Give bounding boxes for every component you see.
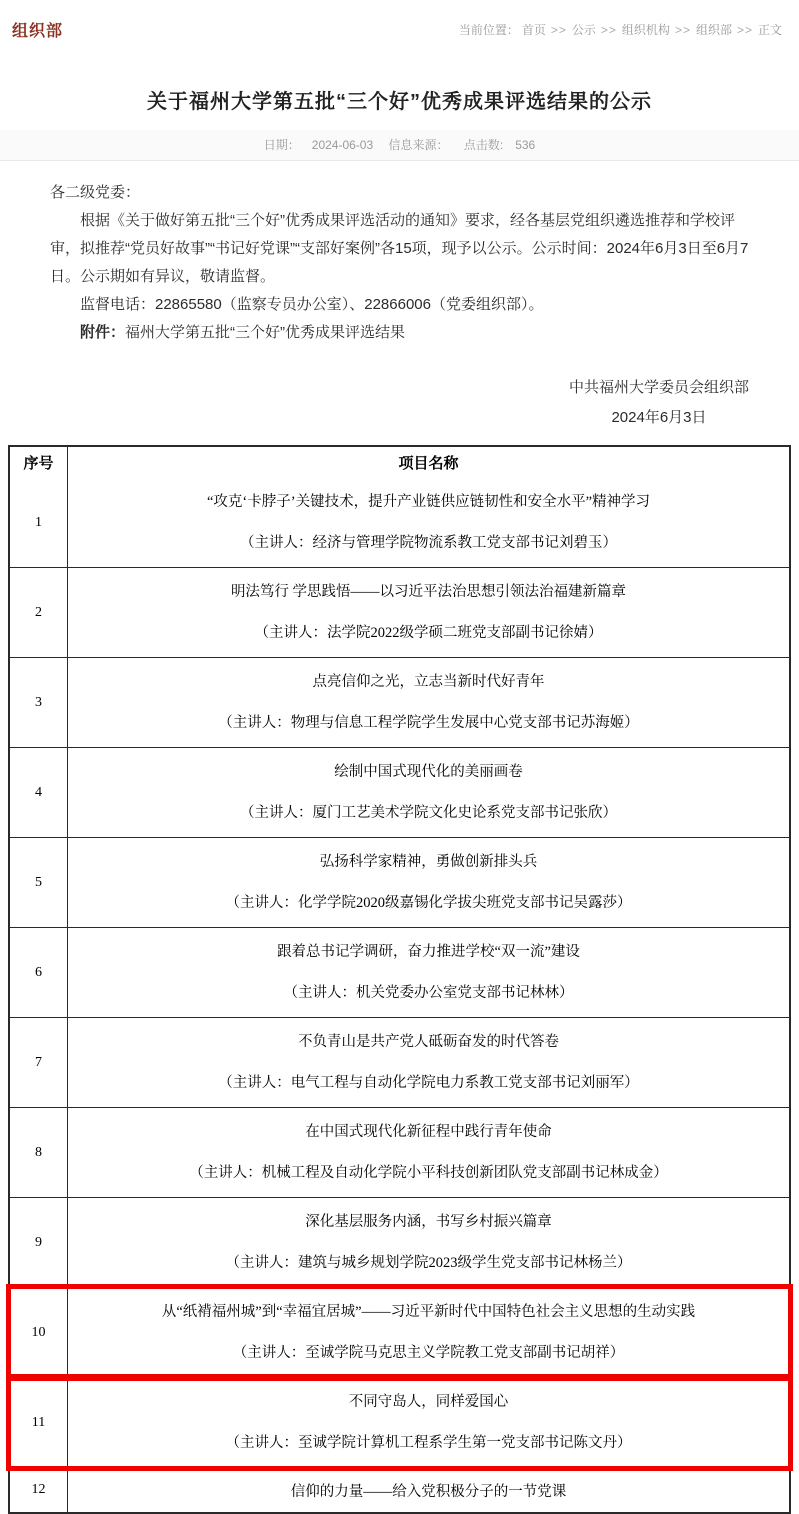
- row-number: 4: [10, 748, 68, 837]
- table-row: [10, 1287, 789, 1377]
- breadcrumb-item[interactable]: 正文: [757, 23, 782, 37]
- row-title: 明法笃行 学思践悟——以习近平法治思想引领法治福建新篇章: [230, 584, 627, 600]
- breadcrumb: [459, 21, 785, 38]
- top-bar: [0, 0, 799, 47]
- row-title: 不同守岛人，同样爱国心: [348, 1394, 509, 1410]
- row-speaker: （主讲人：厦门工艺美术学院文化史论系党支部书记张欣）: [240, 805, 617, 821]
- breadcrumb-label: 当前位置：: [458, 23, 519, 37]
- breadcrumb-item[interactable]: 组织机构: [621, 23, 670, 37]
- breadcrumb-item[interactable]: 首页: [521, 23, 546, 37]
- attachment-text: 福州大学第五批“三个好”优秀成果评选结果: [125, 324, 406, 341]
- row-number: 8: [10, 1108, 68, 1197]
- table-row: [10, 1017, 789, 1107]
- meta-source-label: 信息来源：: [388, 138, 449, 152]
- row-title: “攻克‘卡脖子’关键技术，提升产业链供应链韧性和安全水平”精神学习: [206, 494, 651, 510]
- row-title: 点亮信仰之光，立志当新时代好青年: [312, 674, 545, 690]
- row-number: 5: [10, 838, 68, 927]
- signature-date: 2024年6月3日: [611, 409, 707, 426]
- site-section-title[interactable]: 组织部: [12, 23, 64, 40]
- row-speaker: （主讲人：机械工程及自动化学院小平科技创新团队党支部副书记林成金）: [189, 1165, 668, 1181]
- meta-date-value: 2024-06-03: [311, 138, 374, 152]
- row-title: 在中国式现代化新征程中践行青年使命: [305, 1124, 552, 1140]
- row-speaker: （主讲人：至诚学院马克思主义学院教工党支部副书记胡祥）: [232, 1345, 625, 1361]
- table-row: [10, 567, 789, 657]
- breadcrumb-separator: >>: [550, 23, 567, 37]
- table-row: [10, 837, 789, 927]
- row-title: 绘制中国式现代化的美丽画卷: [334, 764, 523, 780]
- breadcrumb-item[interactable]: 组织部: [695, 23, 732, 37]
- table-row: [10, 927, 789, 1017]
- article-meta-bar: [0, 130, 799, 161]
- meta-hits-label: 点击数:: [463, 138, 504, 152]
- table-header-row: [10, 447, 789, 478]
- row-number: 2: [10, 568, 68, 657]
- results-table: [8, 445, 791, 1514]
- row-number: 12: [10, 1468, 68, 1512]
- table-row: [10, 1377, 789, 1467]
- row-speaker: （主讲人：电气工程与自动化学院电力系教工党支部书记刘丽军）: [218, 1075, 639, 1091]
- breadcrumb-separator: >>: [600, 23, 617, 37]
- row-title: 跟着总书记学调研，奋力推进学校“双一流”建设: [277, 944, 580, 960]
- signature-block: [0, 347, 799, 433]
- row-title: 不负青山是共产党人砥砺奋发的时代答卷: [298, 1034, 559, 1050]
- meta-hits-value: 536: [515, 138, 536, 152]
- row-speaker: （主讲人：建筑与城乡规划学院2023级学生党支部书记林杨兰）: [225, 1255, 632, 1271]
- attachment-paragraph: [50, 319, 749, 347]
- row-title: 弘扬科学家精神，勇做创新排头兵: [319, 854, 538, 870]
- row-number: 1: [10, 478, 68, 567]
- header-col-number: 序号: [10, 447, 68, 478]
- row-number: 7: [10, 1018, 68, 1107]
- row-speaker: （主讲人：经济与管理学院物流系教工党支部书记刘碧玉）: [240, 535, 617, 551]
- breadcrumb-separator: >>: [674, 23, 691, 37]
- row-number: 9: [10, 1198, 68, 1287]
- article-body: [0, 161, 799, 347]
- row-speaker: （主讲人：至诚学院计算机工程系学生第一党支部书记陈文丹）: [225, 1435, 632, 1451]
- row-number: 6: [10, 928, 68, 1017]
- header-col-name: 项目名称: [398, 456, 459, 472]
- breadcrumb-separator: >>: [736, 23, 753, 37]
- row-number: 3: [10, 658, 68, 747]
- row-speaker: （主讲人：化学学院2020级嘉锡化学拔尖班党支部书记吴露莎）: [225, 895, 632, 911]
- attachment-label: 附件：: [80, 324, 126, 341]
- meta-date-label: 日期：: [263, 138, 300, 152]
- results-table-body: [10, 478, 789, 1512]
- page-title: 关于福州大学第五批“三个好”优秀成果评选结果的公示: [147, 91, 652, 113]
- body-paragraph: 根据《关于做好第五批“三个好”优秀成果评选活动的通知》要求，经各基层党组织遴选推荐和学校评审，拟推荐“党员好故事”“书记好党课”“支部好案例”各15项，现予以公示。公示时间：2024年6月3日至6月7日。公示期如有异议，敬请监督。: [50, 212, 749, 285]
- table-row: [10, 1467, 789, 1512]
- row-title: 从“纸褙福州城”到“幸福宜居城”——习近平新时代中国特色社会主义思想的生动实践: [161, 1304, 696, 1320]
- row-speaker: （主讲人：机关党委办公室党支部书记林林）: [283, 985, 574, 1001]
- table-row: [10, 747, 789, 837]
- breadcrumb-item[interactable]: 公示: [571, 23, 596, 37]
- signature-org: 中共福州大学委员会组织部: [568, 379, 749, 396]
- salutation: 各二级党委：: [50, 184, 141, 201]
- phone-paragraph: 监督电话：22865580（监察专员办公室）、22866006（党委组织部）。: [80, 296, 544, 313]
- row-speaker: （主讲人：物理与信息工程学院学生发展中心党支部书记苏海姬）: [218, 715, 639, 731]
- row-title: 信仰的力量——给入党积极分子的一节党课: [290, 1484, 567, 1500]
- table-row: [10, 478, 789, 567]
- table-row: [10, 657, 789, 747]
- row-speaker: （主讲人：法学院2022级学硕二班党支部副书记徐婧）: [254, 625, 603, 641]
- table-row: [10, 1107, 789, 1197]
- row-title: 深化基层服务内涵，书写乡村振兴篇章: [305, 1214, 552, 1230]
- row-number: 10: [10, 1288, 68, 1377]
- breadcrumb-items: [519, 23, 785, 37]
- table-row: [10, 1197, 789, 1287]
- row-number: 11: [10, 1378, 68, 1467]
